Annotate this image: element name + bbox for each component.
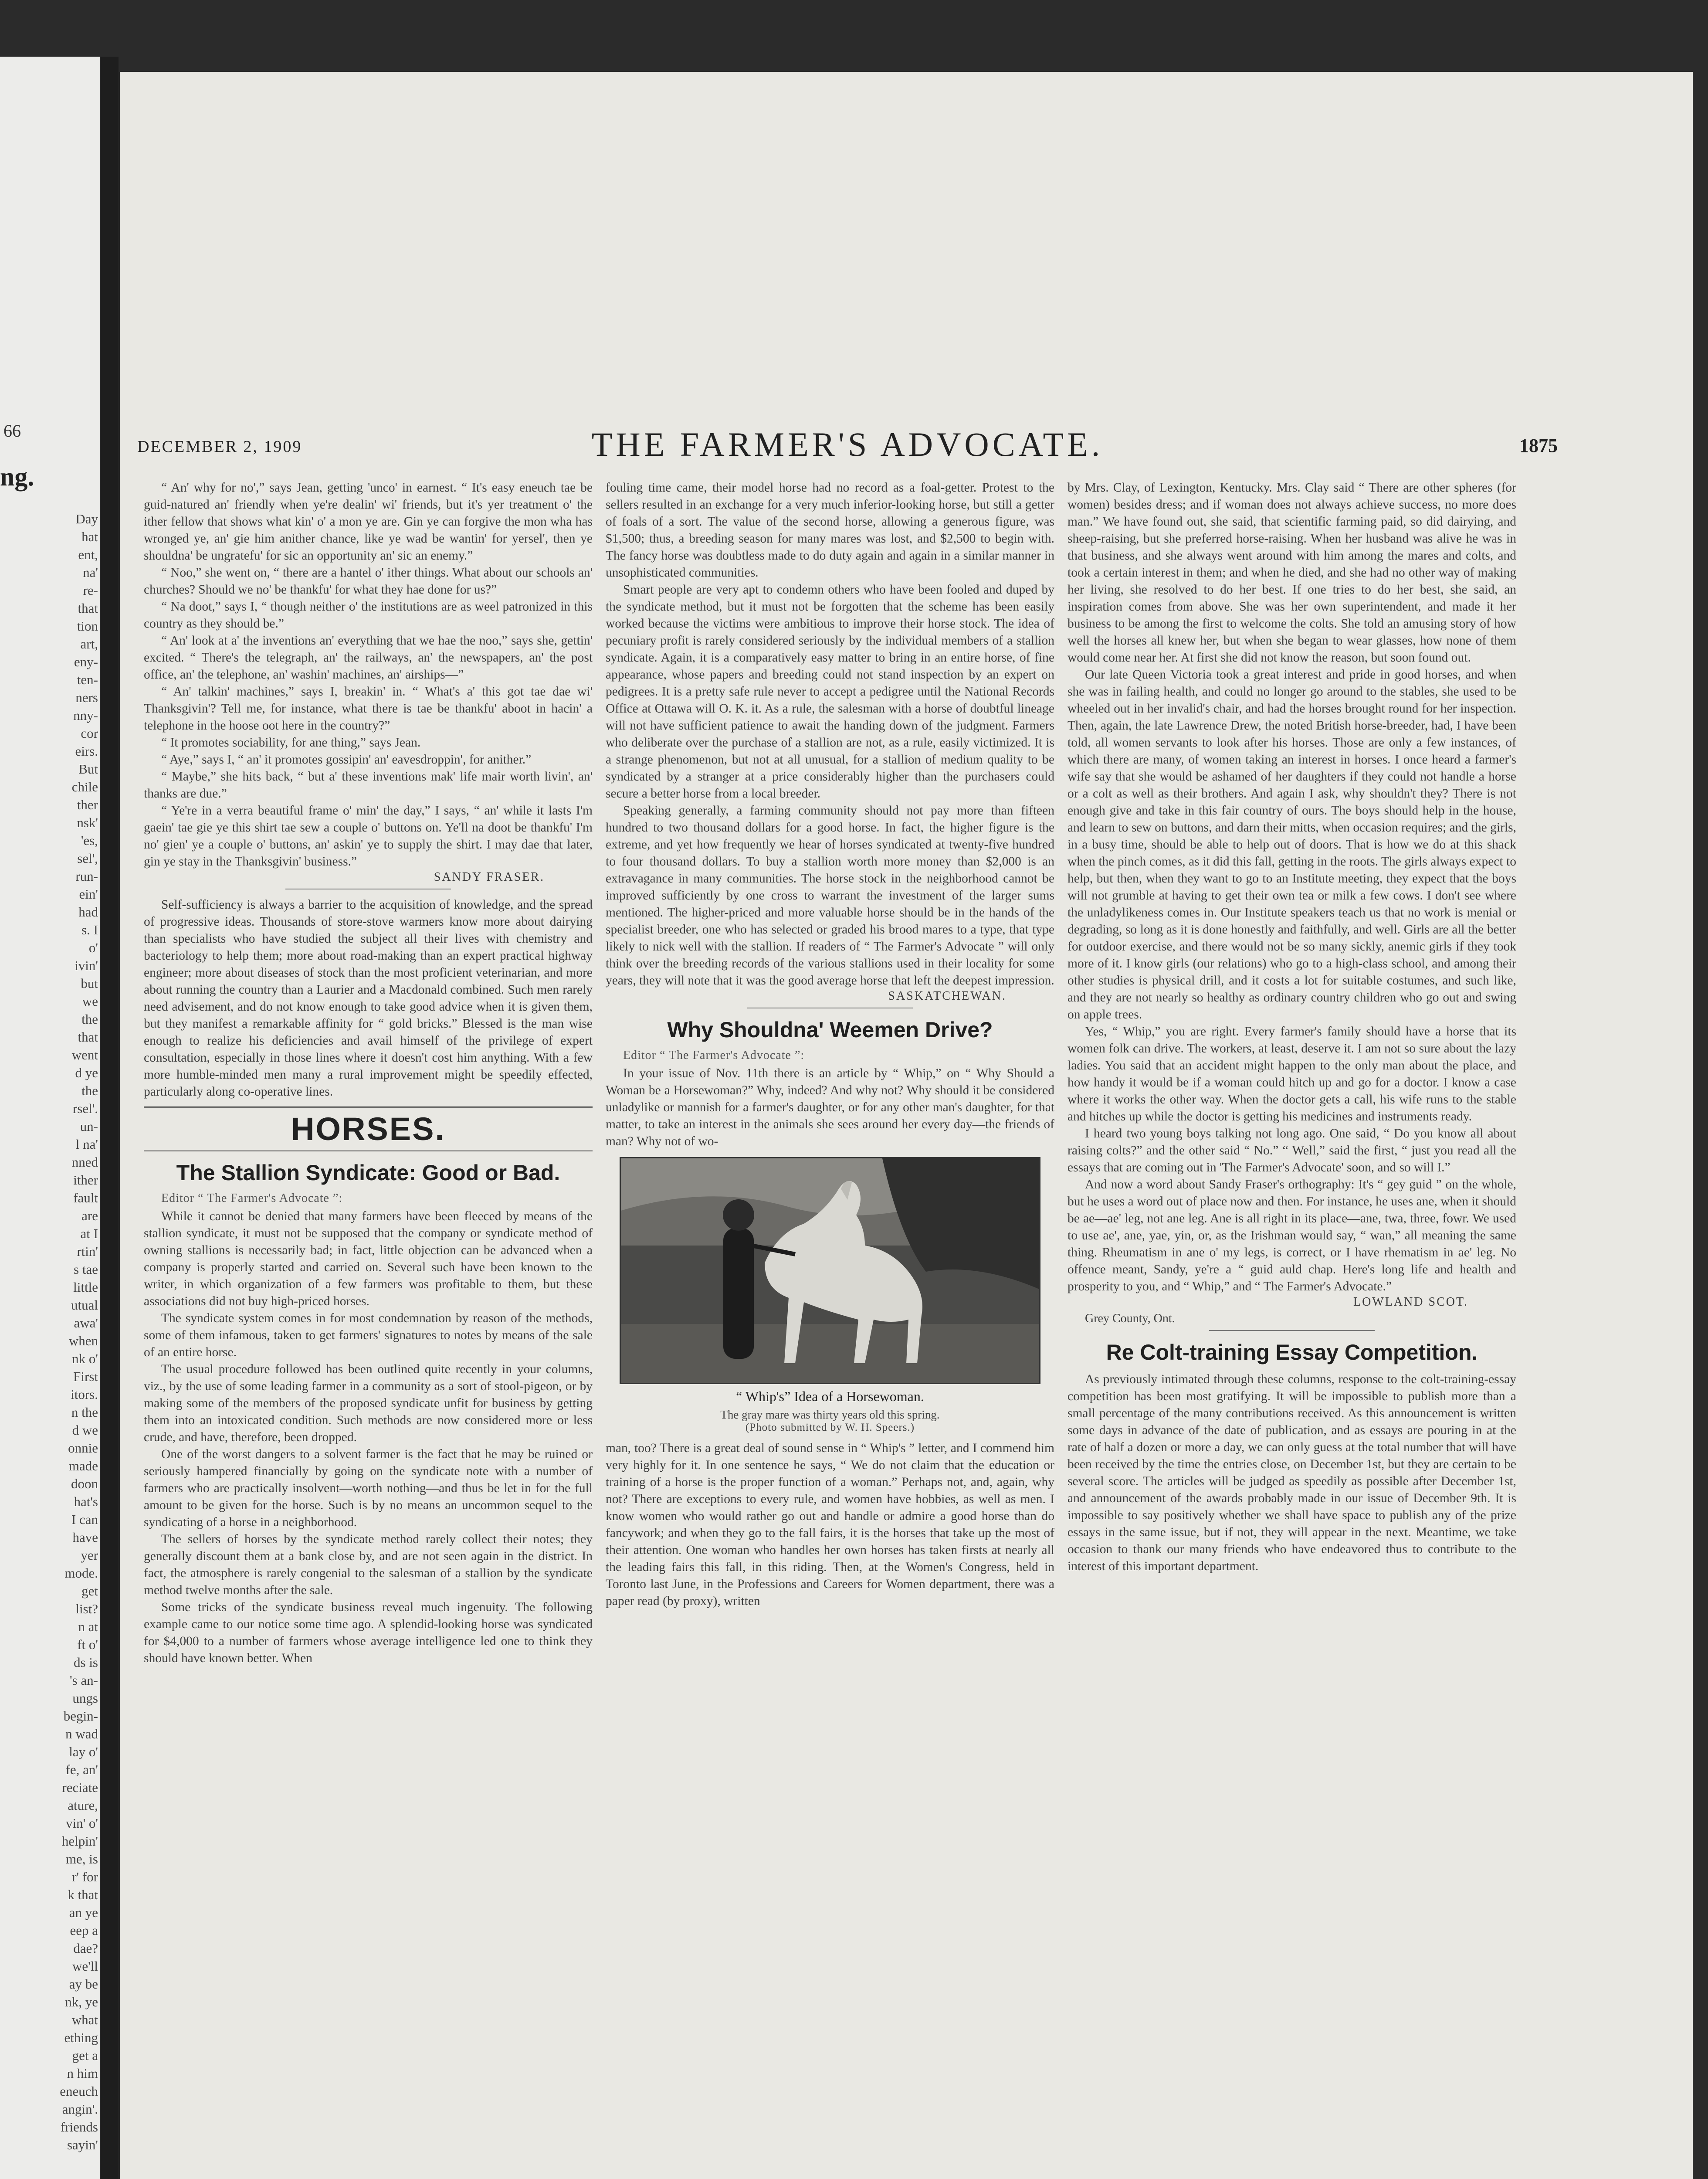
previous-page-line: get a [72,2048,98,2063]
previous-page-line: hat [81,529,98,544]
previous-page-line: sel', [77,851,98,866]
article-title: Why Shouldna' Weemen Drive? [667,1018,993,1042]
article-title: Re Colt-training Essay Competition. [1106,1340,1478,1364]
previous-page-line: rsel'. [72,1101,98,1116]
previous-page-line: rtin' [77,1244,98,1259]
previous-page-line: hat's [74,1494,98,1509]
previous-page-line: ten- [77,672,98,687]
dialogue-paragraph: “ Na doot,” says I, “ though neither o' the institutions are as weel patronized in this country as they should be.” [144,600,593,631]
author-location: Grey County, Ont. [1085,1312,1175,1325]
previous-page-line: when [68,1333,98,1348]
previous-page-line: made [68,1458,98,1473]
masthead-title: THE FARMER'S ADVOCATE. [591,425,1104,463]
previous-page-line: are [81,1208,98,1223]
article-paragraph: And now a word about Sandy Fraser's orthography: It's “ gey guid ” on the whole, but he uses a word out of place now and then. For instance, he uses ane, when it should be ae—ae' leg, not ane leg. Ane is all right in its place—ane, twa, three, fowr. We used to use ae', ane, yae, yin, or, as the Irishman would say, “ wan,” all meaning the same thing. Rheumatism in ane o' my legs, is correct, or I have rhematism in ae' leg. No offence meant, Sandy, ye're a “ guid auld chap. Here's long life and health and prosperity to you, and “ Whip,” and “ The Farmer's Advocate.” [1068,1178,1516,1293]
dialogue-paragraph: “ An' look at a' the inventions an' everything that we hae the noo,” says she, gettin' excited. “ There's the telegraph, an' the railways, an' the newspapers, an' the post office, an' the telephone, an' washin' machines, an' airships—” [144,634,593,682]
column-3 [1068,479,1516,1575]
previous-page-line: ungs [72,1690,98,1706]
previous-page-line: un- [80,1119,98,1134]
previous-page-line: na' [83,565,98,580]
previous-page-line: eirs. [75,743,98,759]
author-signature: LOWLAND SCOT. [1353,1295,1468,1309]
previous-page-line: mode. [64,1565,98,1581]
previous-page-line: reciate [62,1780,98,1795]
previous-page-line: we [82,994,98,1009]
previous-page-line: utual [71,1297,98,1313]
section-heading-horses: HORSES. [144,1106,593,1151]
previous-page-line: cor [81,726,98,741]
photo-note: The gray mare was thirty years old this spring. [720,1408,940,1421]
article-paragraph: As previously intimated through these columns, response to the colt-training-essay competition has been most gratifying. It will be impossible to publish more than a small percentage of the many contributions received. As this announcement is written some days in advance of the date of publication, and as essays are pouring in at the rate of half a dozen or more a day, we can only guess at the total number that will have been received by the time the entries close, on December 1st, but they are certain to be several score. The articles will be judged as speedily as possible after December 1st, and announcement of the awards probably made in our issue of December 9th. It is impossible to say positively whether we shall have space to publish any of the prize essays in the same issue, but if not, they will appear in the next. Meantime, we take occasion to thank our many friends who have endeavored thus to contribute to the interest of this important department. [1068,1372,1516,1573]
editor-salutation: Editor “ The Farmer's Advocate ”: [623,1049,805,1062]
previous-page-line: run- [75,869,98,884]
article-paragraph: Our late Queen Victoria took a great interest and pride in good horses, and when she was in failing health, and could no longer go around to the stables, she used to be wheeled out in her invalid's chair, and had the horses brought round for her inspection. Then, again, the late Lawrence Drew, the noted British horse-breeder, had, I have been told, all women servants to look after his horses. Those are only a few instances, of which there are many, of women taking an interest in horses. I once heard a farmer's wife say that she would be ashamed of her daughters if they could not handle a horse or a colt as well as their brothers. And again I ask, why shouldn't they? There is not enough give and take in this fair country of ours. The boys should help in the house, and learn to sew on buttons, and darn their mitts, when occasion requires; and the girls, in a busy time, should be able to help out of doors. That is how we do at this shack when the pinch comes, as it did this fall, getting in the roots. The girls always expect to help, but then, when they want to go to an Institute meeting, they expect that the boys will not grumble at having to get their own tea or milk a few cows. I don't see where the unladylikeness comes in. Our Institute speakers teach us that no work is menial or degrading, so long as it is done honestly and faithfully, and well. Girls are all the better for outdoor exercise, and there would not be so many sickly, anemic girls if they took more of it. I know girls (our relations) who go to a high-class school, and among their other studies is physical drill, and it costs a lot for suitable costumes, and such like, and they are not nearly so healthy as ordinary country children who go out and swing on apple trees. [1068,668,1516,1022]
previous-page-line: n him [67,2066,98,2081]
article-paragraph: Yes, “ Whip,” you are right. Every farmer's family should have a horse that its women folk can drive. The workers, at least, deserve it. I am not so sure about the lazy ladies. You said that an accident might happen to the only man about the place, and how handy it would be if a woman could hitch up and go for a doctor. I know a case where it works the other way. When the doctor gets a call, his wife runs to the stable and hitches up while the doctor is getting his medicines and instruments ready. [1068,1025,1516,1123]
previous-page-line: the [81,1011,98,1027]
previous-page-line: angin'. [62,2101,98,2117]
article-paragraph: The usual procedure followed has been outlined quite recently in your columns, viz., by the use of some leading farmer in a community as a sort of stool-pigeon, or by making some of the members of the proposed syndicate unfit for business by getting them into an intoxicated condition. Such methods are now considered more or less crude, and have, therefore, been dropped. [144,1362,593,1444]
previous-page-line: little [73,1280,98,1295]
previous-page-line: awa' [74,1315,98,1330]
horsewoman-photo [620,1157,1040,1384]
previous-page-line: s. I [81,922,98,937]
previous-page-line: ein' [79,886,98,902]
previous-page-line: ivin' [75,958,98,973]
article-paragraph: The sellers of horses by the syndicate method rarely collect their notes; they generally discount them at a bank close by, and are not seen again in the district. In fact, the atmosphere is rarely congenial to the salesman of a stallion by the syndicate method twelve months after the sale. [144,1532,593,1597]
previous-page-line: ent, [78,547,98,562]
article-paragraph: The syndicate system comes in for most condemnation by reason of the methods, some of them infamous, taken to get farmers' signatures to notes by means of the sale of an entire horse. [144,1311,593,1359]
photo-caption: “ Whip's” Idea of a Horsewoman. [736,1388,924,1404]
page-header [137,425,1558,468]
previous-page-line: ther [77,797,98,812]
previous-page-line: art, [80,636,98,652]
previous-page-line: o' [88,940,98,955]
dialogue-paragraph: “ Noo,” she went on, “ there are a hantel o' ither things. What about our schools an' churches? Should we no' be thankfu' for what they hae done for us?” [144,566,593,597]
previous-page-line: onnie [68,1440,98,1456]
previous-page-line: sayin' [67,2137,98,2152]
previous-page-line: ds is [74,1655,98,1670]
dialogue-paragraph: “ An' why for no',” says Jean, getting 'unco' in earnest. “ It's easy eneuch tae be guid-natured an' friendly when ye're dealin' wi' friends, but it's yer treatment o' the ither fellow that shows what kin' o' a mon ye are. Gin ye can forgive the mon wha has wronged ye, an' gie him anither chance, like ye wad be wantin' for yersel', then ye shouldna' be ungratefu' for sic an opportunity an' sic an enemy.” [144,481,593,563]
previous-page-line: k that [68,1887,98,1902]
previous-page-heading: ng. [0,462,34,491]
previous-page-line: dae? [73,1941,98,1956]
previous-page-line: d ye [75,1065,98,1080]
previous-page-line: get [81,1583,98,1599]
column-1 [144,479,593,1667]
previous-page-line: s tae [74,1262,98,1277]
previous-page-line: n the [71,1405,98,1420]
previous-page-line: eep a [70,1923,98,1938]
previous-page-line: chile [71,779,98,794]
previous-page-line: went [71,1047,98,1062]
previous-page-line: begin- [63,1708,98,1724]
previous-page-line: r' for [72,1869,98,1884]
previous-page-line: 's an- [70,1673,98,1688]
article-paragraph: man, too? There is a great deal of sound sense in “ Whip's ” letter, and I commend him very highly for it. In one sentence he says, “ We do not claim that the education or training of a horse is the proper function of a woman.” Perhaps not, and, again, why not? There are exceptions to every rule, and women have hobbies, as well as men. I know women who would rather go out and handle or admire a good horse than do fancywork; and when they go to the fall fairs, it is the horses that take up the most of their attention. One woman who handles her own horses has taken firsts at nearly all the leading fairs this fall, in this riding. Then, at the Women's Congress, held in Toronto last June, in the Professions and Careers for Women department, there was a paper read (by proxy), written [606,1441,1054,1608]
divider-rule [1209,1330,1375,1331]
previous-page-line: ither [73,1172,98,1188]
previous-page-line: had [78,904,98,920]
previous-page-line: vin' o' [65,1816,98,1831]
column-2 [606,479,1054,1610]
previous-page-line: the [81,1083,98,1098]
previous-page-line: ft o' [77,1637,98,1652]
previous-page-column [0,510,98,2154]
dialogue-paragraph: “ Ye're in a verra beautiful frame o' min' the day,” I says, “ an' while it lasts I'm gaein' tae gie ye this shirt tae sew a couple o' buttons on. Ye'll na doot be thankfu' I'm no' gien' ye a couple o' buttons, an' askin' ye to supply the shirt. I may dae that later, gin ye stay in the Thanksgivin' business.” [144,804,593,869]
previous-page-line: have [72,1530,98,1545]
article-paragraph: fouling time came, their model horse had no record as a foal-getter. Protest to the sellers resulted in an exchange for a very much inferior-looking horse, but still a getter of foals of a sort. The value of the second horse, allowing a generous figure, was $1,500; thus, a breeding season for many mares was lost, and $2,500 to begin with. The fancy horse was doubtless made to do duty again and again in a similar manner in unsophisticated communities. [606,481,1054,580]
article-paragraph: One of the worst dangers to a solvent farmer is the fact that he may be ruined or seriously hampered financially by going on the syndicate note with a number of farmers who are practically insolvent—worth nothing—and thus be let in for the full amount to be given for the horse. Such is by no means an uncommon sequel to the syndicating of a horse in a neighborhood. [144,1447,593,1529]
previous-page-line: ature, [68,1798,98,1813]
previous-page-line: ething [64,2030,98,2045]
thanksgiving-dialogue [144,479,593,884]
previous-page-line: First [73,1369,98,1384]
previous-page-edge [0,57,100,2179]
previous-page-line: ners [75,690,98,705]
previous-page-line: at I [80,1226,98,1241]
previous-page-line: 'es, [81,833,98,848]
article-paragraph: Speaking generally, a farming community should not pay more than fifteen hundred to two thousand dollars for a good horse. In fact, the higher figure is the extreme, and yet how frequently we hear of horses syndicated at twenty-five hundred to four thousand dollars. To buy a stallion worth more money than $2,000 is an extravagance in many communities. The horse stock in the neighborhood cannot be improved sufficiently by one cross to warrant the investment of the larger sums mentioned. The higher-priced and more valuable horse should be in the hands of the specialist breeder, one who has selected or graded his brood mares to a type, that type likely to nick well with the stallion. If readers of “ The Farmer's Advocate ” will only think over the breeding records of the various stallions used in their locality for some years, they will note that it was the good average horse that left the deepest impression. [606,804,1054,988]
issue-date: DECEMBER 2, 1909 [137,438,302,456]
previous-page-line: fe, an' [65,1762,98,1777]
photo-credit: (Photo submitted by W. H. Speers.) [745,1422,915,1433]
previous-page-line: I can [71,1512,98,1527]
dialogue-paragraph: “ Maybe,” she hits back, “ but a' these inventions mak' life mair worth livin', an' thanks are due.” [144,770,593,801]
previous-page-line: Day [75,511,98,526]
previous-page-line: nsk' [77,815,98,830]
previous-page-line: eneuch [60,2084,98,2099]
page-number: 1875 [1519,435,1558,456]
previous-page-line: nk o' [72,1351,98,1366]
dialogue-paragraph: “ Aye,” says I, “ an' it promotes gossipin' an' eavesdroppin', for anither.” [161,753,532,767]
editor-salutation: Editor “ The Farmer's Advocate ”: [161,1191,343,1205]
previous-page-line: But [78,761,98,777]
article-paragraph: In your issue of Nov. 11th there is an article by “ Whip,” on “ Why Should a Woman be a Horsewoman?” Why, indeed? And why not? Why should it be considered unladylike or mannish for a farmer's daughter, or for any other man's daughter, for that matter, to take an interest in the animals she sees around her every day—the friends of man? Why not of wo- [606,1066,1054,1148]
previous-page-line: what [71,2012,98,2027]
previous-page-line: nned [71,1154,98,1170]
article-paragraph: I heard two young boys talking not long ago. One said, “ Do you know all about raising colts?” and the other said “ No.” “ Well,” said the first, “ just you read all the essays that are coming out in 'The Farmer's Advocate' soon, and so will I.” [1068,1127,1516,1174]
previous-page-line: that [78,601,98,616]
article-paragraph: by Mrs. Clay, of Lexington, Kentucky. Mrs. Clay said “ There are other spheres (for women) besides dress; and if woman does not always achieve success, no more does man.” We have found out, she said, that scientific farming paid, so did dairying, and sheep-raising, but she preferred horse-raising. When her husband was alive he was in that business, and she always went around with him among the mares and colts, and took a certain interest in them; and when he died, and she had no other way of making her living, she resolved to do her best. If one tries to do her best, she said, an inspiration comes from above. She was her own superintendent, and made it her business to be among the first to welcome the colts. She told an amusing story of how well the horses all knew her, but when she began to wear glasses, how none of them would come near her. At first she did not know the reason, but soon found out. [1068,481,1516,665]
binding-gutter [101,57,119,2179]
previous-page-line: list? [75,1601,98,1616]
author-signature: SANDY FRASER. [434,870,545,884]
previous-page-line: but [81,976,98,991]
previous-page-line: doon [71,1476,98,1491]
dialogue-paragraph: “ It promotes sociability, for ane thing,” says Jean. [161,736,421,750]
previous-page-line: re- [83,583,98,598]
previous-page-line: nk, ye [65,1994,98,2009]
previous-page-line: friends [60,2119,98,2135]
previous-page-line: ay be [69,1976,98,1992]
previous-page-line: helpin' [61,1833,98,1849]
previous-page-line: tion [77,618,98,634]
article-paragraph: Smart people are very apt to condemn others who have been fooled and duped by the syndicate method, but it must not be forgotten that the scheme has been easily worked because the victims were ambitious to improve their horse stock. The idea of pecuniary profit is rarely considered seriously by the individual members of a stallion syndicate. Again, it is a comparatively easy matter to bring in an entire horse, of fine appearance, whose papers and breeding could not stand inspection by an expert on pedigrees. It is a pretty safe rule never to accept a pedigree until the National Records Office at Ottawa will O. K. it. As a rule, the salesman with a horse of doubtful lineage will not have sufficient patience to await the handing down of the judgment. Farmers who deliberate over the purchase of a stallion are not, as a rule, easily victimized. It is a strange phenomenon, but not at all unusual, for a stallion of medium quality to be syndicated by a stranger at a price considerably higher than the purchasers could secure a better horse from a local breeder. [606,583,1054,801]
previous-page-line: d we [72,1422,98,1438]
article-paragraph: While it cannot be denied that many farmers have been fleeced by means of the stallion syndicate, it must not be supposed that the company or syndicate method of owning stallions is necessarily bad; in fact, little objection can be advanced when a company is properly started and carried on. Several such have been known to the writer, in which organization of a few farmers was profitable to them, but these associations did not buy high-priced horses. [144,1209,593,1308]
previous-page-line: l na' [75,1137,98,1152]
previous-page-line: n at [78,1619,98,1634]
previous-page-line: nny- [73,708,98,723]
previous-page-number: 66 [3,421,21,441]
previous-page-line: fault [73,1190,98,1205]
previous-page-line: that [78,1029,98,1045]
previous-page-line: an ye [69,1905,98,1920]
newspaper-page [120,72,1693,2179]
horse-image [621,1158,1039,1383]
dialogue-paragraph: “ An' talkin' machines,” says I, breakin' in. “ What's a' this got tae dae wi' Thanksgivin'? Tell me, for instance, what there is tae be thankfu' aboot in hacin' a telephone in the hoose oot here in the country?” [144,685,593,733]
article-title: The Stallion Syndicate: Good or Bad. [176,1161,560,1185]
article-paragraph: Some tricks of the syndicate business reveal much ingenuity. The following example came to our notice some time ago. A splendid-looking horse was syndicated for $4,000 to a number of farmers whose average intelligence led one to think they should have known better. When [144,1600,593,1665]
previous-page-line: we'll [72,1958,98,1974]
self-sufficiency-paragraph: Self-sufficiency is always a barrier to the acquisition of knowledge, and the spread of progressive ideas. Thousands of store-stove warmers know more about dairying than specialists who have studied the subject all their lives with chemistry and bacteriology to help them; more about road-making than an expert practical highway engineer; more about diseases of stock than the most proficient veterinarian, and more about running the country than a Laurier and a Macdonald combined. Such men rarely need advisement, and do not know enough to take good advice when it is given them, but they manifest a remarkable affinity for “ gold bricks.” Blessed is the man wise enough to realize his deficiencies and avail himself of the privilege of expert consultation, especially in those lines where it doesn't cost him anything. With a few more humble-minded men many a rural improvement might be speedily effected, particularly along co-operative lines. [144,898,593,1099]
previous-page-line: lay o' [69,1744,98,1759]
photo-figure [606,1157,1054,1434]
author-signature: SASKATCHEWAN. [888,989,1006,1003]
previous-page-line: eny- [74,654,98,669]
previous-page-line: me, is [65,1851,98,1867]
previous-page-line: yer [81,1548,98,1563]
previous-page-line: n wad [65,1726,98,1741]
previous-page-line: itors. [71,1387,98,1402]
